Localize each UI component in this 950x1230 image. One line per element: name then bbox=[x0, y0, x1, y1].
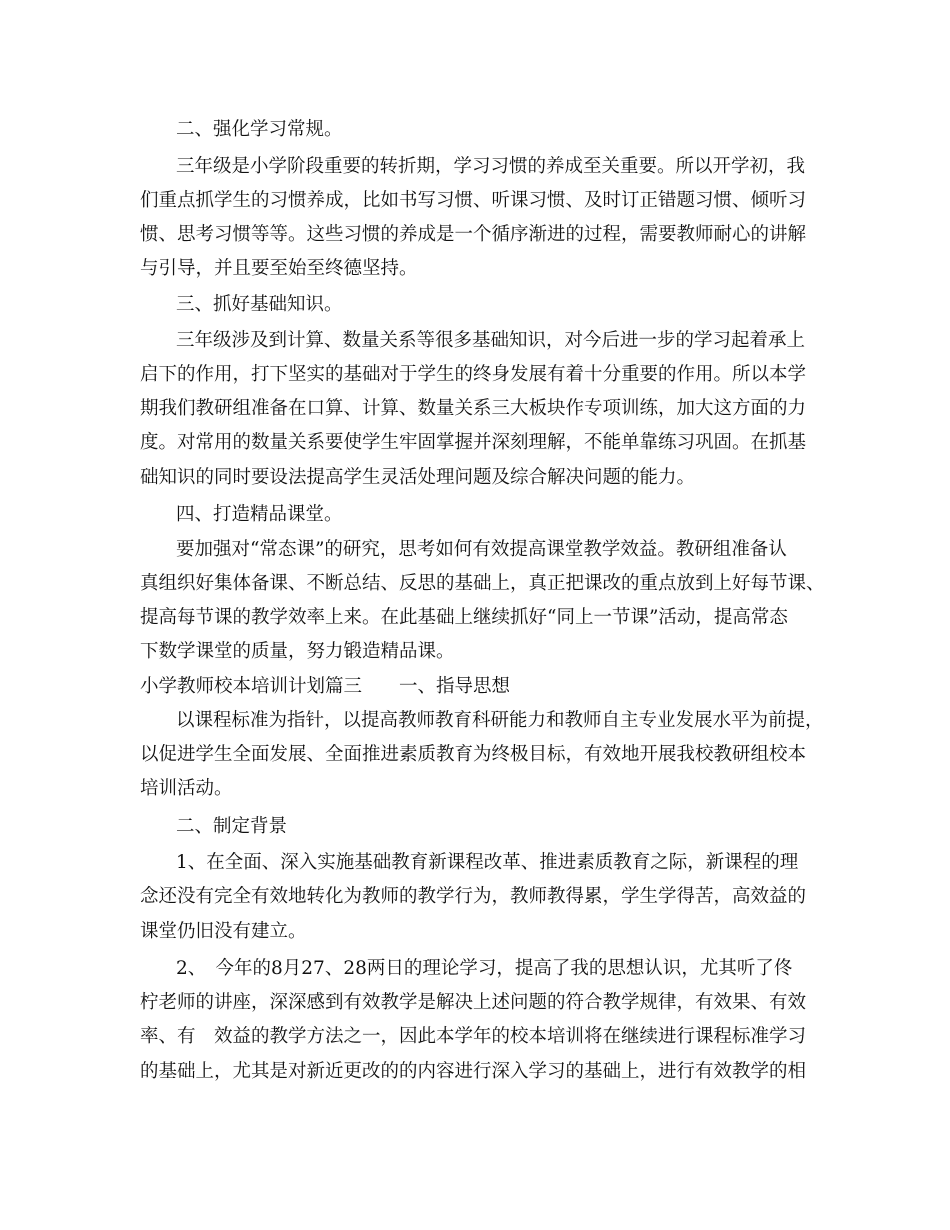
paragraph-line: 三年级涉及到计算、数量关系等很多基础知识，对今后进一步的学习起着承上 bbox=[176, 330, 806, 351]
paragraph-line: 们重点抓学生的习惯养成，比如书写习惯、听课习惯、及时订正错题习惯、倾听习 bbox=[140, 190, 807, 211]
paragraph-line: 的基础上，尤其是对新近更改的的内容进行深入学习的基础上，进行有效教学的相 bbox=[140, 1061, 807, 1082]
paragraph-line: 度。对常用的数量关系要使学生牢固掌握并深刻理解，不能单靠练习巩固。在抓基 bbox=[140, 432, 807, 453]
section-heading-3: 三、抓好基础知识。 bbox=[176, 294, 343, 315]
paragraph-line: 期我们教研组准备在口算、计算、数量关系三大板块作专项训练，加大这方面的力 bbox=[140, 398, 807, 419]
paragraph-line: 要加强对“常态课”的研究，思考如何有效提高课堂教学效益。教研组准备认 bbox=[176, 539, 787, 560]
article-title-line: 小学教师校本培训计划篇三 一、指导思想 bbox=[140, 676, 511, 697]
paragraph-line: 惯、思考习惯等等。这些习惯的养成是一个循序渐进的过程，需要教师耐心的讲解 bbox=[140, 224, 807, 245]
paragraph-line: 真组织好集体备课、不断总结、反思的基础上，真正把课改的重点放到上好每节课、 bbox=[140, 573, 825, 594]
paragraph-line: 率、有 效益的教学方法之一，因此本学年的校本培训将在继续进行课程标准学习 bbox=[140, 1026, 807, 1047]
paragraph-line: 以课程标准为指针，以提高教师教育科研能力和教师自主专业发展水平为前提， bbox=[176, 710, 824, 731]
paragraph-line: 课堂仍旧没有建立。 bbox=[140, 921, 307, 942]
paragraph-line: 与引导，并且要至始至终德坚持。 bbox=[140, 258, 418, 279]
paragraph-line: 提高每节课的教学效率上来。在此基础上继续抓好“同上一节课”活动，提高常态 bbox=[140, 607, 788, 628]
paragraph-line: 柠老师的讲座，深深感到有效教学是解决上述问题的符合教学规律，有效果、有效 bbox=[140, 992, 807, 1013]
paragraph-line: 1、在全面、深入实施基础教育新课程改革、推进素质教育之际，新课程的理 bbox=[176, 852, 799, 873]
section-heading-4: 四、打造精品课堂。 bbox=[176, 504, 343, 525]
paragraph-line: 念还没有完全有效地转化为教师的教学行为，教师教得累，学生学得苦，高效益的 bbox=[140, 886, 807, 907]
paragraph-line: 下数学课堂的质量，努力锻造精品课。 bbox=[140, 641, 455, 662]
paragraph-line: 三年级是小学阶段重要的转折期，学习习惯的养成至关重要。所以开学初，我 bbox=[176, 156, 806, 177]
section-heading-background: 二、制定背景 bbox=[176, 816, 288, 837]
paragraph-line: 础知识的同时要设法提高学生灵活处理问题及综合解决问题的能力。 bbox=[140, 467, 696, 488]
paragraph-line: 培训活动。 bbox=[140, 778, 233, 799]
paragraph-line: 2、 今年的8月27、28两日的理论学习，提高了我的思想认识，尤其听了佟 bbox=[176, 958, 793, 979]
paragraph-line: 启下的作用，打下坚实的基础对于学生的终身发展有着十分重要的作用。所以本学 bbox=[140, 364, 807, 385]
section-heading-2: 二、强化学习常规。 bbox=[176, 119, 343, 140]
paragraph-line: 以促进学生全面发展、全面推进素质教育为终极目标，有效地开展我校教研组校本 bbox=[140, 744, 807, 765]
